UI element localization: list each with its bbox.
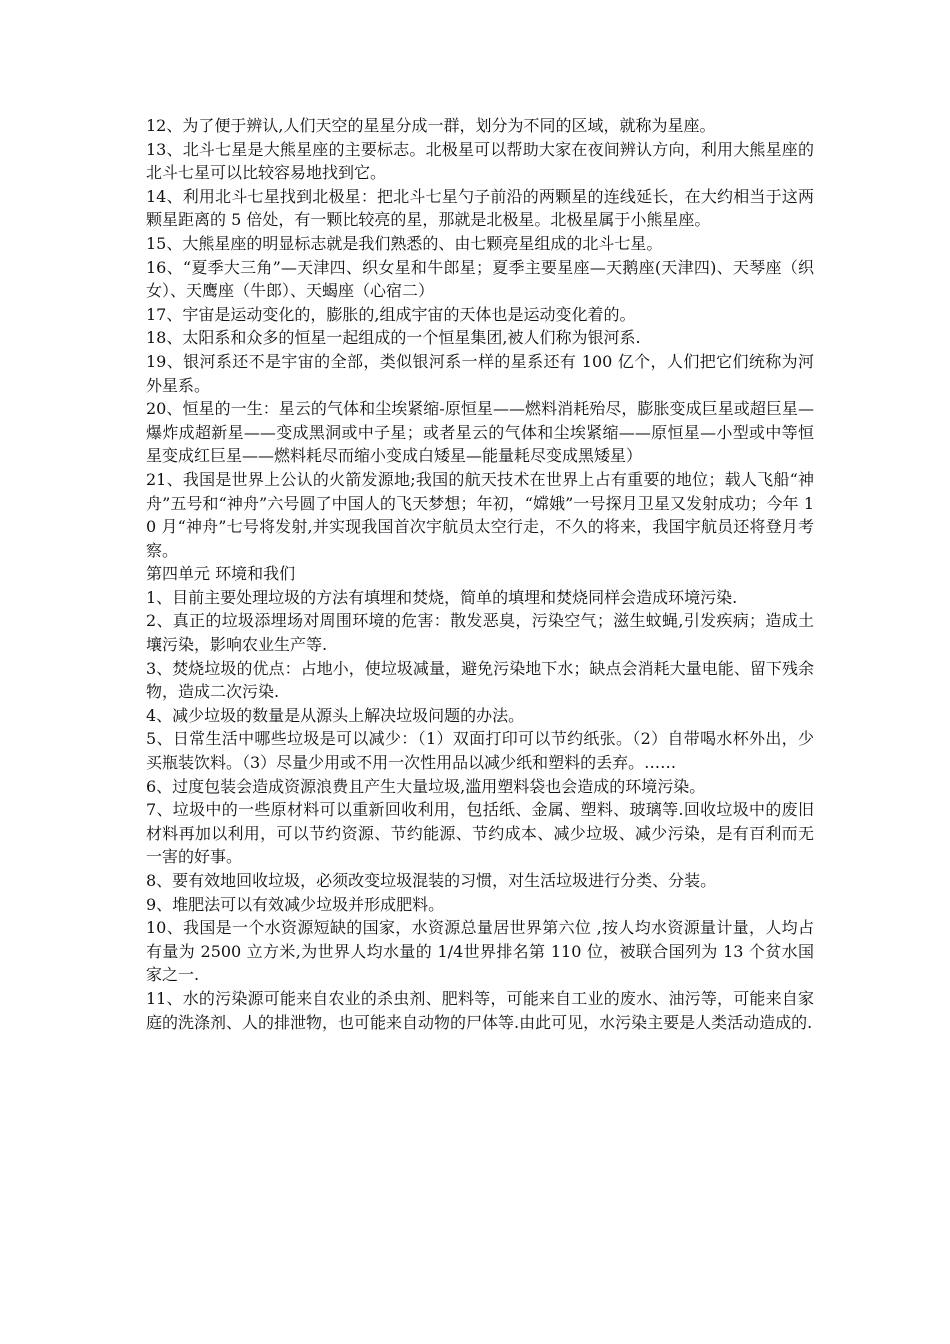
unit4-paragraph-3: 3、焚烧垃圾的优点：占地小，使垃圾减量，避免污染地下水；缺点会消耗大量电能、留下残余物，造成二次污染. xyxy=(146,658,814,702)
unit4-paragraph-9: 9、堆肥法可以有效减少垃圾并形成肥料。 xyxy=(146,894,445,914)
paragraph-19: 19、银河系还不是宇宙的全部，类似银河系一样的星系还有 100 亿个，人们把它们统称为河外星系。 xyxy=(146,351,814,395)
paragraph-15: 15、大熊星座的明显标志就是我们熟悉的、由七颗亮星组成的北斗七星。 xyxy=(146,233,663,253)
paragraph-14: 14、利用北斗七星找到北极星：把北斗七星勺子前沿的两颗星的连线延长，在大约相当于这两颗星距离的 5 倍处，有一颗比较亮的星，那就是北极星。北极星属于小熊星座。 xyxy=(146,186,814,230)
unit4-paragraph-5: 5、日常生活中哪些垃圾是可以减少：（1）双面打印可以节约纸张。（2）自带喝水杯外出，少买瓶装饮料。（3）尽量少用或不用一次性用品以减少纸和塑料的丢弃。…… xyxy=(146,729,814,773)
paragraph-12: 12、为了便于辨认,人们天空的星星分成一群，划分为不同的区域，就称为星座。 xyxy=(146,116,716,135)
paragraph-16: 16、“夏季大三角”—天津四、织女星和牛郎星；夏季主要星座—天鹅座(天津四)、天琴座（织女）、天鹰座（牛郎）、天蝎座（心宿二） xyxy=(146,257,814,301)
unit4-paragraph-11: 11、水的污染源可能来自农业的杀虫剂、肥料等，可能来自工业的废水、油污等，可能来自家庭的洗涤剂、人的排泄物，也可能来自动物的尸体等.由此可见，水污染主要是人类活动造成的. xyxy=(146,988,814,1032)
paragraph-18: 18、太阳系和众多的恒星一起组成的一个恒星集团,被人们称为银河系. xyxy=(146,328,641,348)
unit4-paragraph-2: 2、真正的垃圾添埋场对周围环境的危害：散发恶臭，污染空气；滋生蚊蝇,引发疾病；造成土壤污染，影响农业生产等. xyxy=(146,611,814,655)
paragraph-13: 13、北斗七星是大熊星座的主要标志。北极星可以帮助大家在夜间辨认方向，利用大熊星座的北斗七星可以比较容易地找到它。 xyxy=(146,139,814,183)
paragraph-21: 21、我国是世界上公认的火箭发源地;我国的航天技术在世界上占有重要的地位；载人飞船“神舟”五号和“神舟”六号圆了中国人的飞天梦想；年初，“嫦娥”一号探月卫星又发射成功；今年 10 月“神舟”七号将发射,并实现我国首次宇航员太空行走，不久的将来，我国宇航员还将登月考察。 xyxy=(146,469,814,560)
unit-four-heading: 第四单元 环境和我们 xyxy=(146,564,296,584)
document-page xyxy=(146,114,814,1034)
unit4-paragraph-1: 1、目前主要处理垃圾的方法有填埋和焚烧，简单的填埋和焚烧同样会造成环境污染. xyxy=(146,587,738,607)
unit4-paragraph-4: 4、减少垃圾的数量是从源头上解决垃圾问题的办法。 xyxy=(146,705,525,725)
unit4-paragraph-10: 10、我国是一个水资源短缺的国家，水资源总量居世界第六位 ,按人均水资源量计量，人均占有量为 2500 立方米,为世界人均水量的 1/4世界排名第 110 位，被联合国列为 13 个贫水国家之一. xyxy=(146,918,814,985)
unit4-paragraph-6: 6、过度包装会造成资源浪费且产生大量垃圾,滥用塑料袋也会造成的环境污染。 xyxy=(146,776,706,796)
unit4-paragraph-8: 8、要有效地回收垃圾，必须改变垃圾混装的习惯，对生活垃圾进行分类、分装。 xyxy=(146,871,717,890)
paragraph-17: 17、宇宙是运动变化的，膨胀的,组成宇宙的天体也是运动变化着的。 xyxy=(146,304,636,324)
unit4-paragraph-7: 7、垃圾中的一些原材料可以重新回收利用，包括纸、金属、塑料、玻璃等.回收垃圾中的废旧材料再加以利用，可以节约资源、节约能源、节约成本、减少垃圾、减少污染，是有百利而无一害的好事。 xyxy=(146,800,814,867)
paragraph-20: 20、恒星的一生：星云的气体和尘埃紧缩-原恒星——燃料消耗殆尽，膨胀变成巨星或超巨星—爆炸成超新星——变成黑洞或中子星；或者星云的气体和尘埃紧缩——原恒星—小型或中等恒星变成红巨星——燃料耗尽而缩小变成白矮星—能量耗尽变成黑矮星） xyxy=(146,399,814,466)
